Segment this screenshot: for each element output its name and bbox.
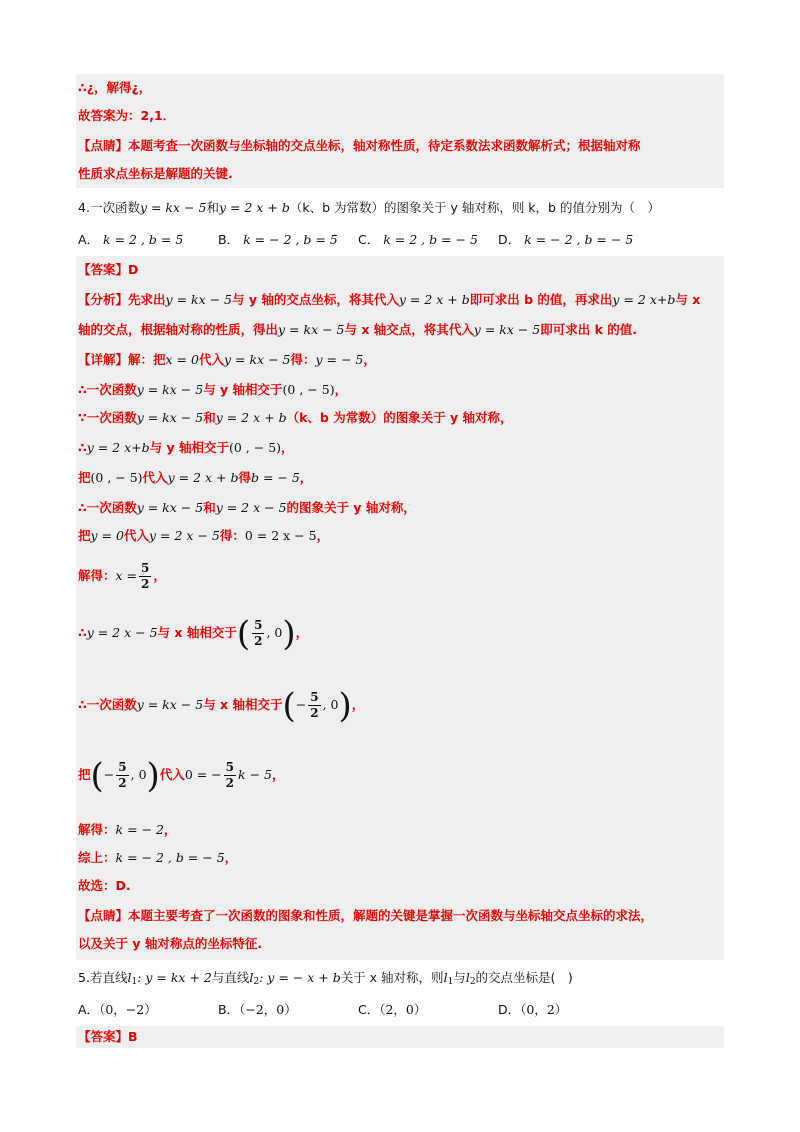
- formula: y = 2 x+b: [86, 440, 150, 455]
- formula: y = − 5: [315, 352, 364, 367]
- line-symbol: l: [127, 970, 132, 985]
- text: 得: [238, 470, 251, 485]
- fraction: [308, 690, 320, 721]
- left-paren: (: [90, 755, 104, 796]
- denominator: 2: [254, 634, 263, 648]
- comment-text: 本题考查一次函数与坐标轴的交点坐标，轴对称性质，待定系数法求函数解析式；根据轴对称: [128, 138, 641, 153]
- formula: x =: [115, 568, 138, 583]
- text: ，: [224, 850, 238, 865]
- detail-line-3: [78, 410, 513, 426]
- option-key: A．: [78, 1002, 100, 1017]
- text: 的图象关于 y 轴对称，: [286, 500, 416, 515]
- text: 与 y 轴的交点坐标，将其代入: [232, 292, 399, 307]
- detail-line-2: [78, 382, 347, 398]
- text: ∴一次函数: [78, 500, 137, 515]
- text: 代入: [123, 528, 149, 543]
- text: ∴一次函数: [78, 382, 137, 397]
- answer-tag: 【答案】: [78, 262, 129, 277]
- answer-line: 故答案为：2,1．: [78, 108, 176, 123]
- text: ∵一次函数: [78, 410, 137, 425]
- text: 与 x: [675, 292, 701, 307]
- comment-line-1: [78, 138, 641, 154]
- analysis-line-1: [78, 292, 700, 308]
- stem-text: 的交点坐标是( ): [475, 970, 573, 985]
- denominator: 2: [310, 706, 319, 720]
- detail-line-9: [78, 614, 308, 652]
- text: ，: [281, 440, 294, 455]
- text: 解：把: [128, 352, 166, 367]
- stem-text: 与: [453, 970, 466, 985]
- option-c: [358, 1000, 426, 1018]
- analysis-tag: 【分析】: [78, 292, 129, 307]
- detail-line-1: [78, 352, 376, 368]
- formula: y = kx − 5: [223, 352, 291, 367]
- comment-tag: 【点睛】: [78, 908, 129, 923]
- formula: y = kx − 5: [136, 410, 204, 425]
- text: 得：: [290, 352, 316, 367]
- stem-text: 关于 x 轴对称，则: [340, 970, 444, 985]
- denominator: 2: [118, 776, 127, 790]
- line-symbol: l: [249, 970, 254, 985]
- fraction: [224, 760, 236, 791]
- text: 即可求出 k 的值.: [540, 322, 638, 337]
- coordinate: (0 , − 5): [90, 470, 143, 485]
- answer-row: [78, 262, 138, 278]
- detail-line-7: [78, 528, 329, 544]
- detail-line-14: 故选：D.: [78, 878, 131, 893]
- formula: y = kx − 5: [136, 382, 204, 397]
- question-number: 4.: [78, 200, 90, 215]
- stem-text: 若直线: [89, 970, 128, 985]
- text: ，: [295, 625, 309, 640]
- text: 把: [78, 470, 91, 485]
- therefore-line: ∴¿，解得¿，: [78, 80, 152, 95]
- formula: y = 2 x + b: [167, 470, 239, 485]
- minus-sign: −: [295, 697, 307, 712]
- comment-text: 本题主要考查了一次函数的图象和性质，解题的关键是掌握一次函数与坐标轴交点坐标的求法，: [128, 908, 654, 923]
- detail-tag: 【详解】: [78, 352, 129, 367]
- option-text: k = 2 , b = − 5: [383, 232, 478, 247]
- option-key: D．: [498, 232, 521, 247]
- denominator: 2: [141, 577, 150, 591]
- text: ，: [163, 822, 177, 837]
- text: 得：: [219, 528, 245, 543]
- text: 和: [203, 410, 216, 425]
- stem-text: 和: [206, 200, 219, 215]
- solution-block-q5: [76, 1026, 724, 1048]
- detail-line-12: [78, 822, 176, 838]
- text: 解得：: [78, 568, 116, 583]
- text: ，: [271, 767, 285, 782]
- text: 代入: [142, 470, 168, 485]
- formula: y = kx − 5: [139, 200, 207, 215]
- formula: 0 = 2 x − 5: [244, 528, 317, 543]
- text: ，: [153, 568, 166, 583]
- option-d: [498, 1000, 567, 1018]
- text: ，: [363, 352, 376, 367]
- detail-line-13: [78, 850, 237, 866]
- option-a: [78, 230, 183, 248]
- minus-sign: −: [103, 767, 115, 782]
- fraction: [116, 760, 128, 791]
- text: ，: [299, 470, 313, 485]
- right-paren: ): [282, 613, 296, 654]
- formula: k − 5: [238, 767, 272, 782]
- answer-row: [78, 1029, 138, 1045]
- text: 代入: [198, 352, 224, 367]
- option-text: （0，−2）: [99, 1002, 157, 1017]
- formula: y = 2 x − 5: [86, 625, 158, 640]
- text: 解得：: [78, 822, 116, 837]
- formula: b = − 5: [250, 470, 300, 485]
- detail-line-8: [78, 560, 166, 592]
- option-d: [498, 230, 633, 248]
- analysis-line-2: [78, 322, 637, 338]
- detail-line-4: [78, 440, 294, 456]
- denominator: 2: [225, 776, 235, 790]
- formula: 0 = −: [184, 767, 222, 782]
- text: 与 y 轴相交于: [203, 382, 283, 397]
- option-text: k = 2 , b = 5: [103, 232, 184, 247]
- question-5-stem: [78, 970, 573, 990]
- detail-line-5: [78, 470, 312, 486]
- option-key: C．: [358, 232, 380, 247]
- numerator: 5: [141, 561, 150, 575]
- text: ，: [351, 697, 365, 712]
- text: 综上：: [78, 850, 116, 865]
- comment-line-1: [78, 908, 653, 924]
- option-b: [218, 1000, 297, 1018]
- numerator: 5: [118, 760, 127, 774]
- detail-line-6: [78, 500, 416, 516]
- coordinate: , 0: [266, 625, 283, 640]
- formula: y = kx − 5: [136, 500, 204, 515]
- fraction: [139, 561, 151, 592]
- fraction: [252, 618, 264, 649]
- formula: y = 2 x + b: [218, 200, 290, 215]
- numerator: 5: [254, 618, 263, 632]
- option-a: [78, 1000, 157, 1018]
- formula: y = kx − 5: [473, 322, 541, 337]
- text: ，: [316, 528, 330, 543]
- comment-tag: 【点睛】: [78, 138, 129, 153]
- left-paren: (: [282, 685, 296, 726]
- option-key: B．: [218, 232, 240, 247]
- text: 和: [203, 500, 216, 515]
- detail-line-11: [78, 756, 285, 794]
- formula: y = 2 x − 5: [215, 500, 287, 515]
- option-key: B．: [218, 1002, 240, 1017]
- formula: y = 0: [90, 528, 124, 543]
- text: 代入: [159, 767, 185, 782]
- formula: k = − 2 , b = − 5: [115, 850, 225, 865]
- right-paren: ): [338, 685, 352, 726]
- answer-value: D: [128, 262, 139, 277]
- formula: y = 2 x − 5: [148, 528, 220, 543]
- option-text: （−2，0）: [239, 1002, 297, 1017]
- option-text: （0，2）: [520, 1002, 568, 1017]
- text: 把: [78, 767, 91, 782]
- subscript: 1: [447, 977, 454, 987]
- text: ∴: [78, 625, 87, 640]
- option-key: C．: [358, 1002, 380, 1017]
- text: 即可求出 b 的值，再求出: [469, 292, 613, 307]
- text: ，: [334, 382, 348, 397]
- formula: : y = − x + b: [259, 970, 341, 985]
- text: 把: [78, 528, 91, 543]
- stem-text: 一次函数: [89, 200, 140, 215]
- subscript: 2: [253, 977, 260, 987]
- coordinate: (0 , − 5): [229, 440, 282, 455]
- text: 与 y 轴相交于: [149, 440, 229, 455]
- coordinate: , 0: [322, 697, 339, 712]
- formula: y = kx − 5: [165, 292, 233, 307]
- coordinate: , 0: [130, 767, 147, 782]
- option-c: [358, 230, 478, 248]
- answer-value: B: [128, 1029, 138, 1044]
- option-text: （2，0）: [379, 1002, 427, 1017]
- right-paren: ): [146, 755, 160, 796]
- text: 先求出: [128, 292, 166, 307]
- coordinate: (0 , − 5): [282, 382, 335, 397]
- detail-line-10: [78, 686, 364, 724]
- option-key: A．: [78, 232, 100, 247]
- answer-tag: 【答案】: [78, 1029, 129, 1044]
- formula: y = 2 x+b: [612, 292, 676, 307]
- text: 轴的交点，根据轴对称的性质，得出: [78, 322, 279, 337]
- subscript: 2: [469, 977, 476, 987]
- stem-text: 与直线: [211, 970, 250, 985]
- numerator: 5: [225, 760, 235, 774]
- text: ∴: [78, 440, 87, 455]
- formula: x = 0: [165, 352, 199, 367]
- question-number: 5.: [78, 970, 90, 985]
- formula: y = 2 x + b: [398, 292, 470, 307]
- option-b: [218, 230, 338, 248]
- line-symbol: l: [465, 970, 470, 985]
- question-4-stem: [78, 200, 660, 216]
- comment-line-2: 性质求点坐标是解题的关键.: [78, 166, 233, 181]
- option-text: k = − 2 , b = 5: [243, 232, 338, 247]
- formula: y = 2 x + b: [215, 410, 287, 425]
- formula: : y = kx + 2: [137, 970, 212, 985]
- option-text: k = − 2 , b = − 5: [524, 232, 634, 247]
- text: 与 x 轴相交于: [157, 625, 237, 640]
- numerator: 5: [310, 690, 319, 704]
- option-key: D．: [498, 1002, 521, 1017]
- formula: y = kx − 5: [136, 697, 204, 712]
- formula: k = − 2: [115, 822, 164, 837]
- formula: y = kx − 5: [278, 322, 345, 337]
- text: （k、b 为常数）的图象关于 y 轴对称，: [286, 410, 513, 425]
- comment-line-2: 以及关于 y 轴对称点的坐标特征.: [78, 936, 263, 951]
- text: ∴一次函数: [78, 697, 137, 712]
- stem-text: （k、b 为常数）的图象关于 y 轴对称，则 k，b 的值分别为（ ）: [289, 200, 660, 215]
- text: 与 x 轴交点，将其代入: [344, 322, 474, 337]
- left-paren: (: [236, 613, 251, 654]
- subscript: 1: [131, 977, 138, 987]
- text: 与 x 轴相交于: [203, 697, 283, 712]
- line-symbol: l: [443, 970, 448, 985]
